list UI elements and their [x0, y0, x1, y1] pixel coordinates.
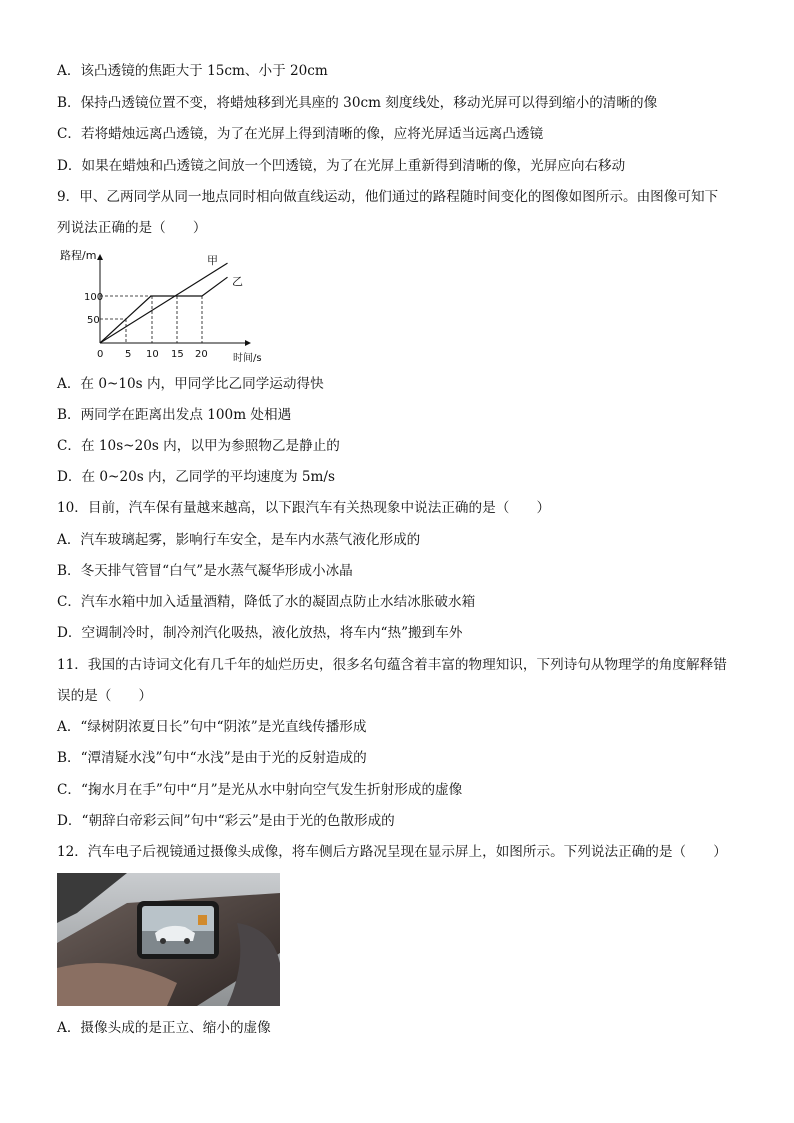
series-label-jia: 甲	[207, 254, 218, 267]
y-axis-label: 路程/m	[60, 249, 97, 262]
q12-option-a: A．摄像头成的是正立、缩小的虚像	[57, 1020, 271, 1036]
q11-option-a: A．“绿树阴浓夏日长”句中“阴浓”是光直线传播形成	[57, 719, 367, 735]
series-layer	[100, 263, 228, 343]
q11-option-d: D．“朝辞白帝彩云间”句中“彩云”是由于光的色散形成的	[57, 813, 395, 829]
distance-time-graph	[55, 243, 285, 365]
x-axis-label: 时间/s	[233, 353, 262, 364]
x-tick-10: 10	[146, 349, 159, 360]
q8-option-d: D．如果在蜡烛和凸透镜之间放一个凹透镜，为了在光屏上重新得到清晰的像，光屏应向右移动	[57, 158, 626, 174]
q11-stem-line1: 11．我国的古诗词文化有几千年的灿烂历史，很多名句蕴含着丰富的物理知识，下列诗句从物理学的角度解释错	[57, 657, 727, 673]
q8-option-b: B．保持凸透镜位置不变，将蜡烛移到光具座的 30cm 刻度线处，移动光屏可以得到缩小的清晰的像	[57, 95, 658, 111]
q8-option-a: A．该凸透镜的焦距大于 15cm、小于 20cm	[57, 63, 328, 79]
q10-option-a: A．汽车玻璃起雾，影响行车安全，是车内水蒸气液化形成的	[57, 532, 421, 548]
x-tick-5: 5	[125, 349, 132, 360]
x-tick-15: 15	[171, 349, 184, 360]
q9-option-d: D．在 0~20s 内，乙同学的平均速度为 5m/s	[57, 469, 335, 485]
q8-option-c: C．若将蜡烛远离凸透镜，为了在光屏上得到清晰的像，应将光屏适当远离凸透镜	[57, 126, 544, 142]
q11-stem-line2: 误的是（ ）	[57, 688, 153, 704]
q10-option-c: C．汽车水箱中加入适量酒精，降低了水的凝固点防止水结冰胀破水箱	[57, 594, 476, 610]
series-label-yi: 乙	[232, 275, 243, 288]
q10-option-b: B．冬天排气管冒“白气”是水蒸气凝华形成小冰晶	[57, 563, 353, 579]
x-tick-20: 20	[195, 349, 208, 360]
x-tick-0: 0	[97, 349, 104, 360]
q10-stem: 10．目前，汽车保有量越来越高，以下跟汽车有关热现象中说法正确的是（ ）	[57, 500, 551, 516]
q11-option-b: B．“潭清疑水浅”句中“水浅”是由于光的反射造成的	[57, 750, 367, 766]
q9-stem-line2: 列说法正确的是（ ）	[57, 220, 207, 236]
q11-option-c: C．“掬水月在手”句中“月”是光从水中射向空气发生折射形成的虚像	[57, 782, 463, 798]
y-tick-50: 50	[87, 315, 100, 326]
q9-option-a: A．在 0~10s 内，甲同学比乙同学运动得快	[57, 376, 324, 392]
q9-option-b: B．两同学在距离出发点 100m 处相遇	[57, 407, 292, 423]
series-line-yi	[100, 277, 228, 343]
series-line-jia	[100, 263, 228, 343]
electronic-mirror-photo	[57, 873, 280, 1006]
q9-option-c: C．在 10s~20s 内，以甲为参照物乙是静止的	[57, 438, 340, 454]
q12-stem: 12．汽车电子后视镜通过摄像头成像，将车侧后方路况呈现在显示屏上，如图所示。下列说法正确的是（ ）	[57, 844, 727, 860]
y-tick-100: 100	[84, 292, 104, 303]
q9-stem-line1: 9．甲、乙两同学从同一地点同时相向做直线运动，他们通过的路程随时间变化的图像如图所示。由图像可知下	[57, 189, 719, 205]
guide-lines	[100, 296, 202, 343]
q10-option-d: D．空调制冷时，制冷剂汽化吸热，液化放热，将车内“热”搬到车外	[57, 625, 463, 641]
